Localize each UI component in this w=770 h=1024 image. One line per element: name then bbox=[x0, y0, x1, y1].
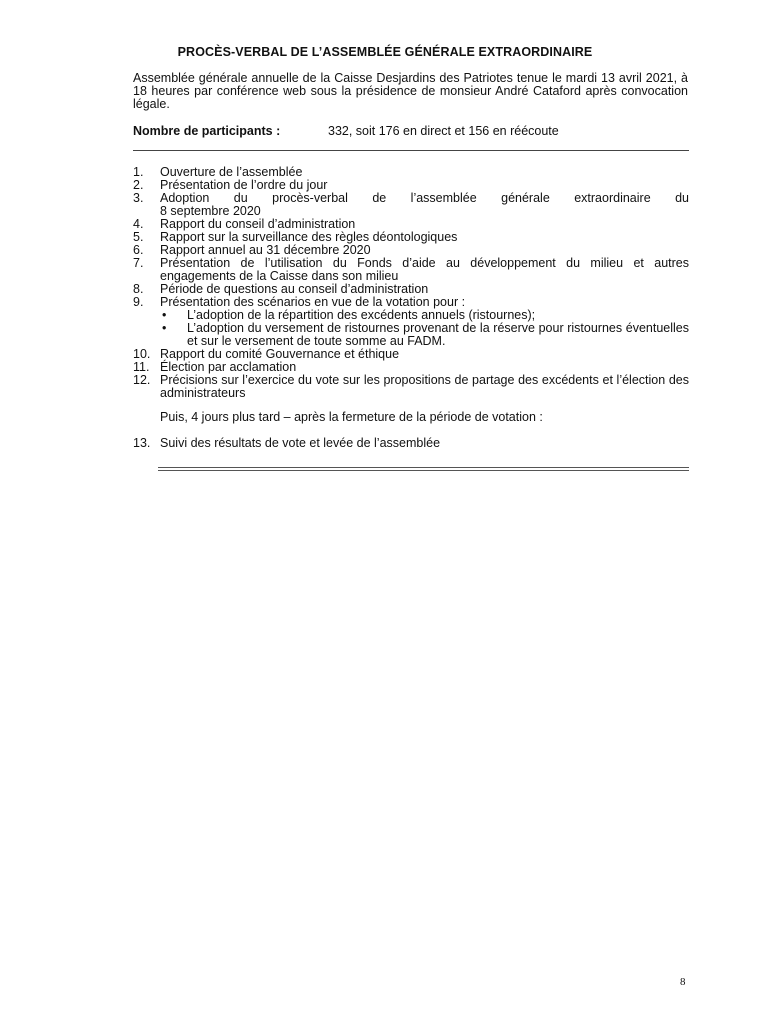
agenda-text: Ouverture de l’assemblée bbox=[160, 165, 303, 179]
agenda-number: 2. bbox=[133, 178, 144, 192]
agenda-text: Rapport du comité Gouvernance et éthique bbox=[160, 347, 400, 361]
agenda-text: Élection par acclamation bbox=[160, 360, 297, 374]
page-number: 8 bbox=[680, 976, 686, 988]
agenda-text: Adoption du procès-verbal de l’assemblée générale extraordinaire du bbox=[160, 191, 689, 205]
agenda-number: 13. bbox=[133, 436, 151, 450]
agenda-item-12 bbox=[133, 374, 689, 400]
agenda-text: Présentation des scénarios en vue de la votation pour : bbox=[160, 295, 466, 309]
agenda-item-3 bbox=[133, 192, 689, 218]
agenda-number: 1. bbox=[133, 165, 144, 179]
agenda-number: 12. bbox=[133, 373, 151, 387]
participants-value: 332, soit 176 en direct et 156 en réécoute bbox=[328, 124, 559, 138]
agenda-number: 7. bbox=[133, 256, 144, 270]
agenda-text: Suivi des résultats de vote et levée de l’assemblée bbox=[160, 436, 441, 450]
agenda-text: Présentation de l’ordre du jour bbox=[160, 178, 328, 192]
document-title: PROCÈS-VERBAL DE L’ASSEMBLÉE GÉNÉRALE EXTRAORDINAIRE bbox=[177, 45, 593, 59]
agenda-text: Rapport sur la surveillance des règles déontologiques bbox=[160, 230, 458, 244]
intro-paragraph: Assemblée générale annuelle de la Caisse Desjardins des Patriotes tenue le mardi 13 avril 2021, à 18 heures par conférence web sous la présidence de monsieur André Cataford après convocation légale. bbox=[133, 71, 688, 111]
agenda-number: 5. bbox=[133, 230, 144, 244]
agenda-number: 6. bbox=[133, 243, 144, 257]
participants-label: Nombre de participants : bbox=[133, 124, 281, 138]
participants-line bbox=[133, 125, 688, 138]
agenda-sublist bbox=[160, 309, 689, 348]
agenda-number: 3. bbox=[133, 191, 144, 205]
agenda-text: Présentation de l’utilisation du Fonds d’aide au développement du milieu et autres engagements de la Caisse dans son milieu bbox=[160, 256, 689, 283]
divider-top bbox=[133, 150, 689, 151]
agenda-number: 8. bbox=[133, 282, 144, 296]
agenda-item-9 bbox=[133, 296, 689, 348]
agenda-list bbox=[133, 166, 689, 400]
agenda-subitem-text: L’adoption de la répartition des excédents annuels (ristournes); bbox=[187, 308, 536, 322]
agenda-number: 9. bbox=[133, 295, 144, 309]
agenda-text: Période de questions au conseil d’administration bbox=[160, 282, 429, 296]
agenda-text: Rapport du conseil d’administration bbox=[160, 217, 356, 231]
voting-note: Puis, 4 jours plus tard – après la fermeture de la période de votation : bbox=[160, 410, 543, 424]
agenda-number: 4. bbox=[133, 217, 144, 231]
agenda-item-7 bbox=[133, 257, 689, 283]
agenda-subitem-text: L’adoption du versement de ristournes provenant de la réserve pour ristournes éventuelles et sur le versement de toute somme au FADM. bbox=[187, 321, 689, 348]
agenda-number: 11. bbox=[133, 360, 150, 374]
agenda-number: 10. bbox=[133, 347, 151, 361]
agenda-subitem bbox=[160, 322, 689, 348]
divider-bottom bbox=[158, 467, 689, 471]
bullet-icon: • bbox=[162, 308, 167, 322]
agenda-text: Précisions sur l’exercice du vote sur les propositions de partage des excédents et l’élection des administrateurs bbox=[160, 373, 689, 400]
agenda-text: Rapport annuel au 31 décembre 2020 bbox=[160, 243, 371, 257]
bullet-icon: • bbox=[162, 321, 167, 335]
agenda-text-continued: 8 septembre 2020 bbox=[160, 204, 261, 218]
